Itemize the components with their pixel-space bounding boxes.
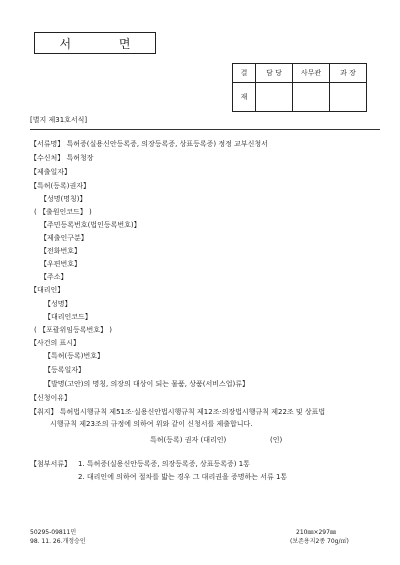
paper-size: 210㎜×297㎜ — [296, 529, 336, 536]
reason-field: 【신청이유】 — [30, 394, 72, 402]
approval-side-top: 결 — [233, 64, 256, 83]
signature-seal: (인) — [270, 436, 283, 444]
agent-heading: 【대리인】 — [30, 286, 65, 294]
agent-name-field: 【성명】 — [44, 300, 72, 308]
approval-sign-officer[interactable] — [293, 83, 330, 112]
signature-label: 특허(등록) 권자 (대리인) — [150, 436, 227, 444]
approval-sign-staff[interactable] — [256, 83, 293, 112]
holder-heading: 【특허(등록)권자】 — [30, 182, 91, 190]
agent-power-number-label: 【포괄위임등록번호】 — [38, 326, 108, 334]
holder-name-field: 【성명(명칭)】 — [40, 195, 87, 203]
approval-table — [232, 63, 367, 112]
holder-applicant-code-field: ( 【출원인코드】 ) — [34, 208, 92, 216]
case-heading: 【사건의 표시】 — [30, 339, 81, 347]
attachment-item: 1. 특허증(실용신안등록증, 의장등록증, 상표등록증) 1통 — [78, 460, 250, 468]
attachments-heading: 【첨부서류】 — [30, 460, 72, 468]
holder-applicant-code-label: 【출원인코드】 — [38, 208, 87, 216]
approval-col-director: 과 장 — [330, 64, 367, 83]
approval-col-officer: 사무관 — [293, 64, 330, 83]
doc-name-field: 【서류명】 특허증(실용신안등록증, 의장등록증, 상표등록증) 정정 교부신청서 — [30, 140, 268, 148]
form-code: [별지 제31호서식] — [30, 116, 88, 124]
agent-power-number-field: ( 【포괄위임등록번호】 ) — [34, 326, 113, 334]
case-patent-number-field: 【특허(등록)번호】 — [44, 352, 105, 360]
paper-type: (보존용지2종 70g/㎡) — [290, 538, 349, 545]
recipient-field: 【수신처】 특허청장 — [30, 154, 94, 162]
approval-col-staff: 담 당 — [256, 64, 293, 83]
holder-id-number-field: 【주민등록번호(법인등록번호)】 — [40, 221, 141, 229]
holder-phone-field: 【전화번호】 — [40, 247, 82, 255]
holder-submitter-type-field: 【제출인구분】 — [40, 234, 88, 242]
divider — [30, 129, 380, 130]
purpose-line-1: 【취지】 특허법시행규칙 제51조·실용신안법시행규칙 제12조·의장법시행규칙 제22조 및 상표법 — [30, 408, 326, 416]
form-number: 50295-09811민 — [30, 529, 77, 536]
document-title: 서 면 — [34, 32, 156, 54]
holder-zip-field: 【우편번호】 — [40, 260, 82, 268]
submit-date-field: 【제출일자】 — [30, 168, 72, 176]
approval-side-bottom: 재 — [233, 83, 256, 112]
approval-sign-director[interactable] — [330, 83, 367, 112]
holder-address-field: 【주소】 — [40, 273, 68, 281]
case-invention-title-field: 【발명(고안)의 명칭, 의장의 대상이 되는 물품, 상품(서비스업)류】 — [44, 380, 250, 388]
agent-code-field: 【대리인코드】 — [44, 313, 92, 321]
attachment-item: 2. 대리인에 의하여 절차를 밟는 경우 그 대리권을 증명하는 서류 1통 — [78, 473, 288, 481]
case-registration-date-field: 【등록일자】 — [44, 366, 86, 374]
approval-date: 98. 11. 26.개정승인 — [30, 538, 86, 545]
purpose-line-2: 시행규칙 제23조의 규정에 의하여 위와 같이 신청서를 제출합니다. — [50, 420, 253, 428]
